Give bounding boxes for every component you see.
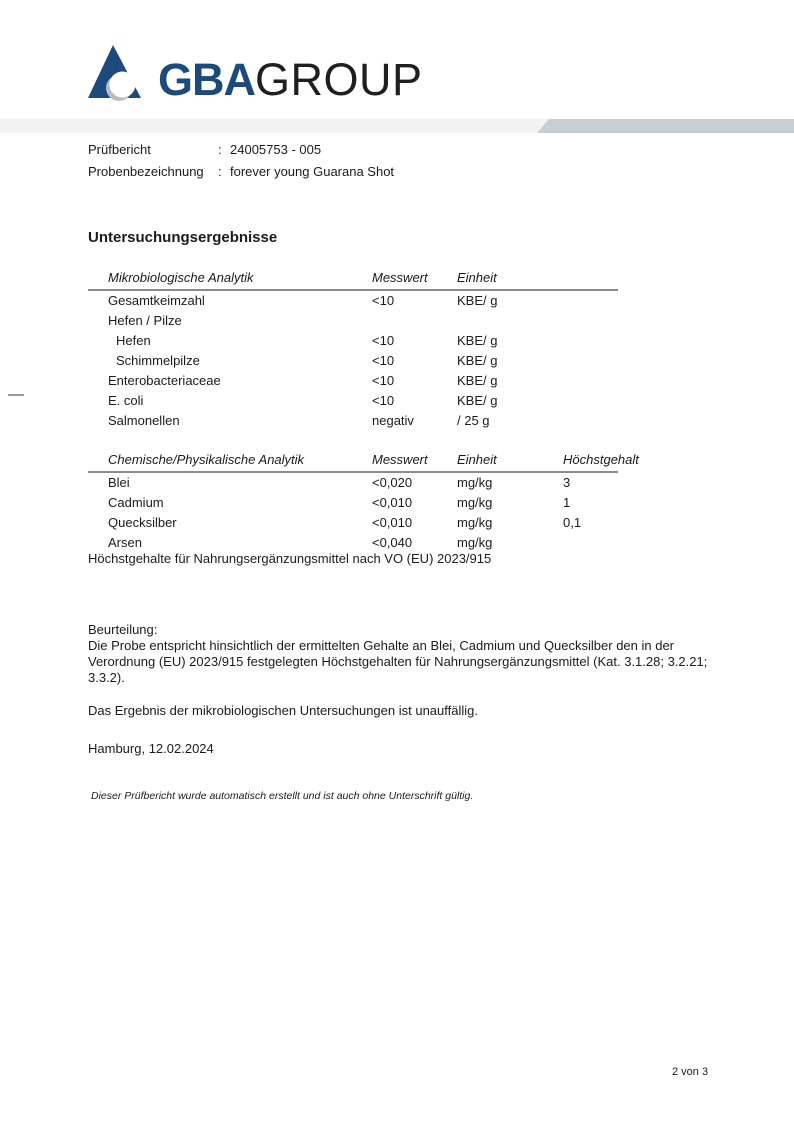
cell-unit: mg/kg: [457, 515, 493, 530]
cell-unit: KBE/ g: [457, 293, 498, 308]
fold-mark: [8, 394, 24, 396]
cell-value: <10: [372, 353, 395, 368]
cell-value: <0,020: [372, 475, 413, 490]
cell-name: Cadmium: [108, 495, 164, 510]
cell-value: [372, 311, 457, 331]
microbiology-result-note: Das Ergebnis der mikrobiologischen Untersuchungen ist unauffällig.: [88, 703, 478, 718]
cell-value: <10: [372, 333, 395, 348]
cell-unit: [457, 311, 618, 331]
auto-generated-note: Dieser Prüfbericht wurde automatisch erstellt und ist auch ohne Unterschrift gültig.: [91, 790, 474, 802]
column-header-messwert: Messwert: [372, 270, 428, 285]
header-bar-dark: [537, 119, 794, 133]
cell-unit: / 25 g: [457, 413, 490, 428]
report-meta: [88, 138, 394, 182]
cell-name: Schimmelpilze: [116, 353, 200, 368]
column-header-einheit: Einheit: [457, 452, 497, 467]
column-header-analytik: Mikrobiologische Analytik: [108, 270, 254, 285]
table-row: [88, 473, 618, 493]
limits-note: Höchstgehalte für Nahrungsergänzungsmittel nach VO (EU) 2023/915: [88, 551, 492, 566]
cell-name: Hefen: [116, 333, 151, 348]
column-header-hoechstgehalt: Höchstgehalt: [563, 452, 639, 467]
table-row: [88, 533, 618, 553]
column-header-einheit: Einheit: [457, 270, 497, 285]
chemistry-table-header: [88, 452, 639, 473]
gba-logo-triangle-icon: [88, 45, 146, 101]
place-and-date: Hamburg, 12.02.2024: [88, 741, 214, 756]
pruefbericht-label: Prüfbericht: [88, 141, 151, 157]
cell-limit: [532, 533, 618, 553]
cell-value: <10: [372, 293, 395, 308]
chemistry-table: [88, 452, 639, 553]
cell-limit: 0,1: [563, 515, 582, 530]
cell-name: Enterobacteriaceae: [108, 373, 221, 388]
cell-value: <0,010: [372, 495, 413, 510]
cell-limit: 1: [563, 495, 571, 510]
chemistry-table-body: [88, 473, 618, 553]
table-row: [88, 311, 618, 331]
cell-value: <0,040: [372, 535, 413, 550]
cell-name: Salmonellen: [108, 413, 180, 428]
table-row: [88, 331, 618, 351]
cell-unit: mg/kg: [457, 475, 493, 490]
brand-gba: GBA: [158, 54, 255, 106]
cell-value: <10: [372, 373, 395, 388]
cell-name: Arsen: [108, 535, 142, 550]
column-header-analytik: Chemische/Physikalische Analytik: [108, 452, 305, 467]
assessment-paragraph: Die Probe entspricht hinsichtlich der ermittelten Gehalte an Blei, Cadmium und Quecksilber den in der Verordnung (EU) 2023/915 festgelegten Höchstgehalten für Nahrungsergänzungsmittel (Kat. 3.1.28; 3.2.21; 3.3.2).: [88, 638, 708, 685]
section-title: Untersuchungsergebnisse: [88, 229, 278, 246]
table-row: [88, 513, 618, 533]
table-row: [88, 411, 618, 431]
cell-unit: KBE/ g: [457, 393, 498, 408]
cell-unit: KBE/ g: [457, 353, 498, 368]
microbiology-table-body: [88, 291, 618, 431]
cell-value: <10: [372, 393, 395, 408]
cell-unit: mg/kg: [457, 535, 493, 550]
table-row: [88, 291, 618, 311]
sample-name: forever young Guarana Shot: [230, 163, 395, 179]
microbiology-table-header: [88, 270, 618, 291]
cell-name: Hefen / Pilze: [108, 313, 182, 328]
cell-name: Gesamtkeimzahl: [108, 293, 205, 308]
table-row: [88, 493, 618, 513]
cell-unit: mg/kg: [457, 495, 493, 510]
cell-unit: KBE/ g: [457, 333, 498, 348]
column-header-messwert: Messwert: [372, 452, 428, 467]
table-row: [88, 391, 618, 411]
gba-group-logo: [88, 45, 423, 106]
page-number: 2 von 3: [672, 1066, 709, 1078]
cell-limit: 3: [563, 475, 571, 490]
cell-name: E. coli: [108, 393, 144, 408]
microbiology-table: [88, 270, 618, 431]
cell-value: <0,010: [372, 515, 413, 530]
probenbezeichnung-label: Probenbezeichnung: [88, 163, 204, 179]
meta-separator: :: [218, 141, 222, 157]
meta-row-probenbezeichnung: [88, 160, 394, 182]
cell-name: Blei: [108, 475, 130, 490]
table-row: [88, 371, 618, 391]
cell-unit: KBE/ g: [457, 373, 498, 388]
cell-name: Quecksilber: [108, 515, 177, 530]
report-number: 24005753 - 005: [230, 141, 322, 157]
table-row: [88, 351, 618, 371]
assessment-heading: Beurteilung:: [88, 622, 158, 637]
cell-value: negativ: [372, 413, 414, 428]
brand-group: GROUP: [255, 54, 423, 106]
meta-row-pruefbericht: [88, 138, 394, 160]
brand-wordmark: [158, 54, 423, 106]
meta-separator: :: [218, 163, 222, 179]
